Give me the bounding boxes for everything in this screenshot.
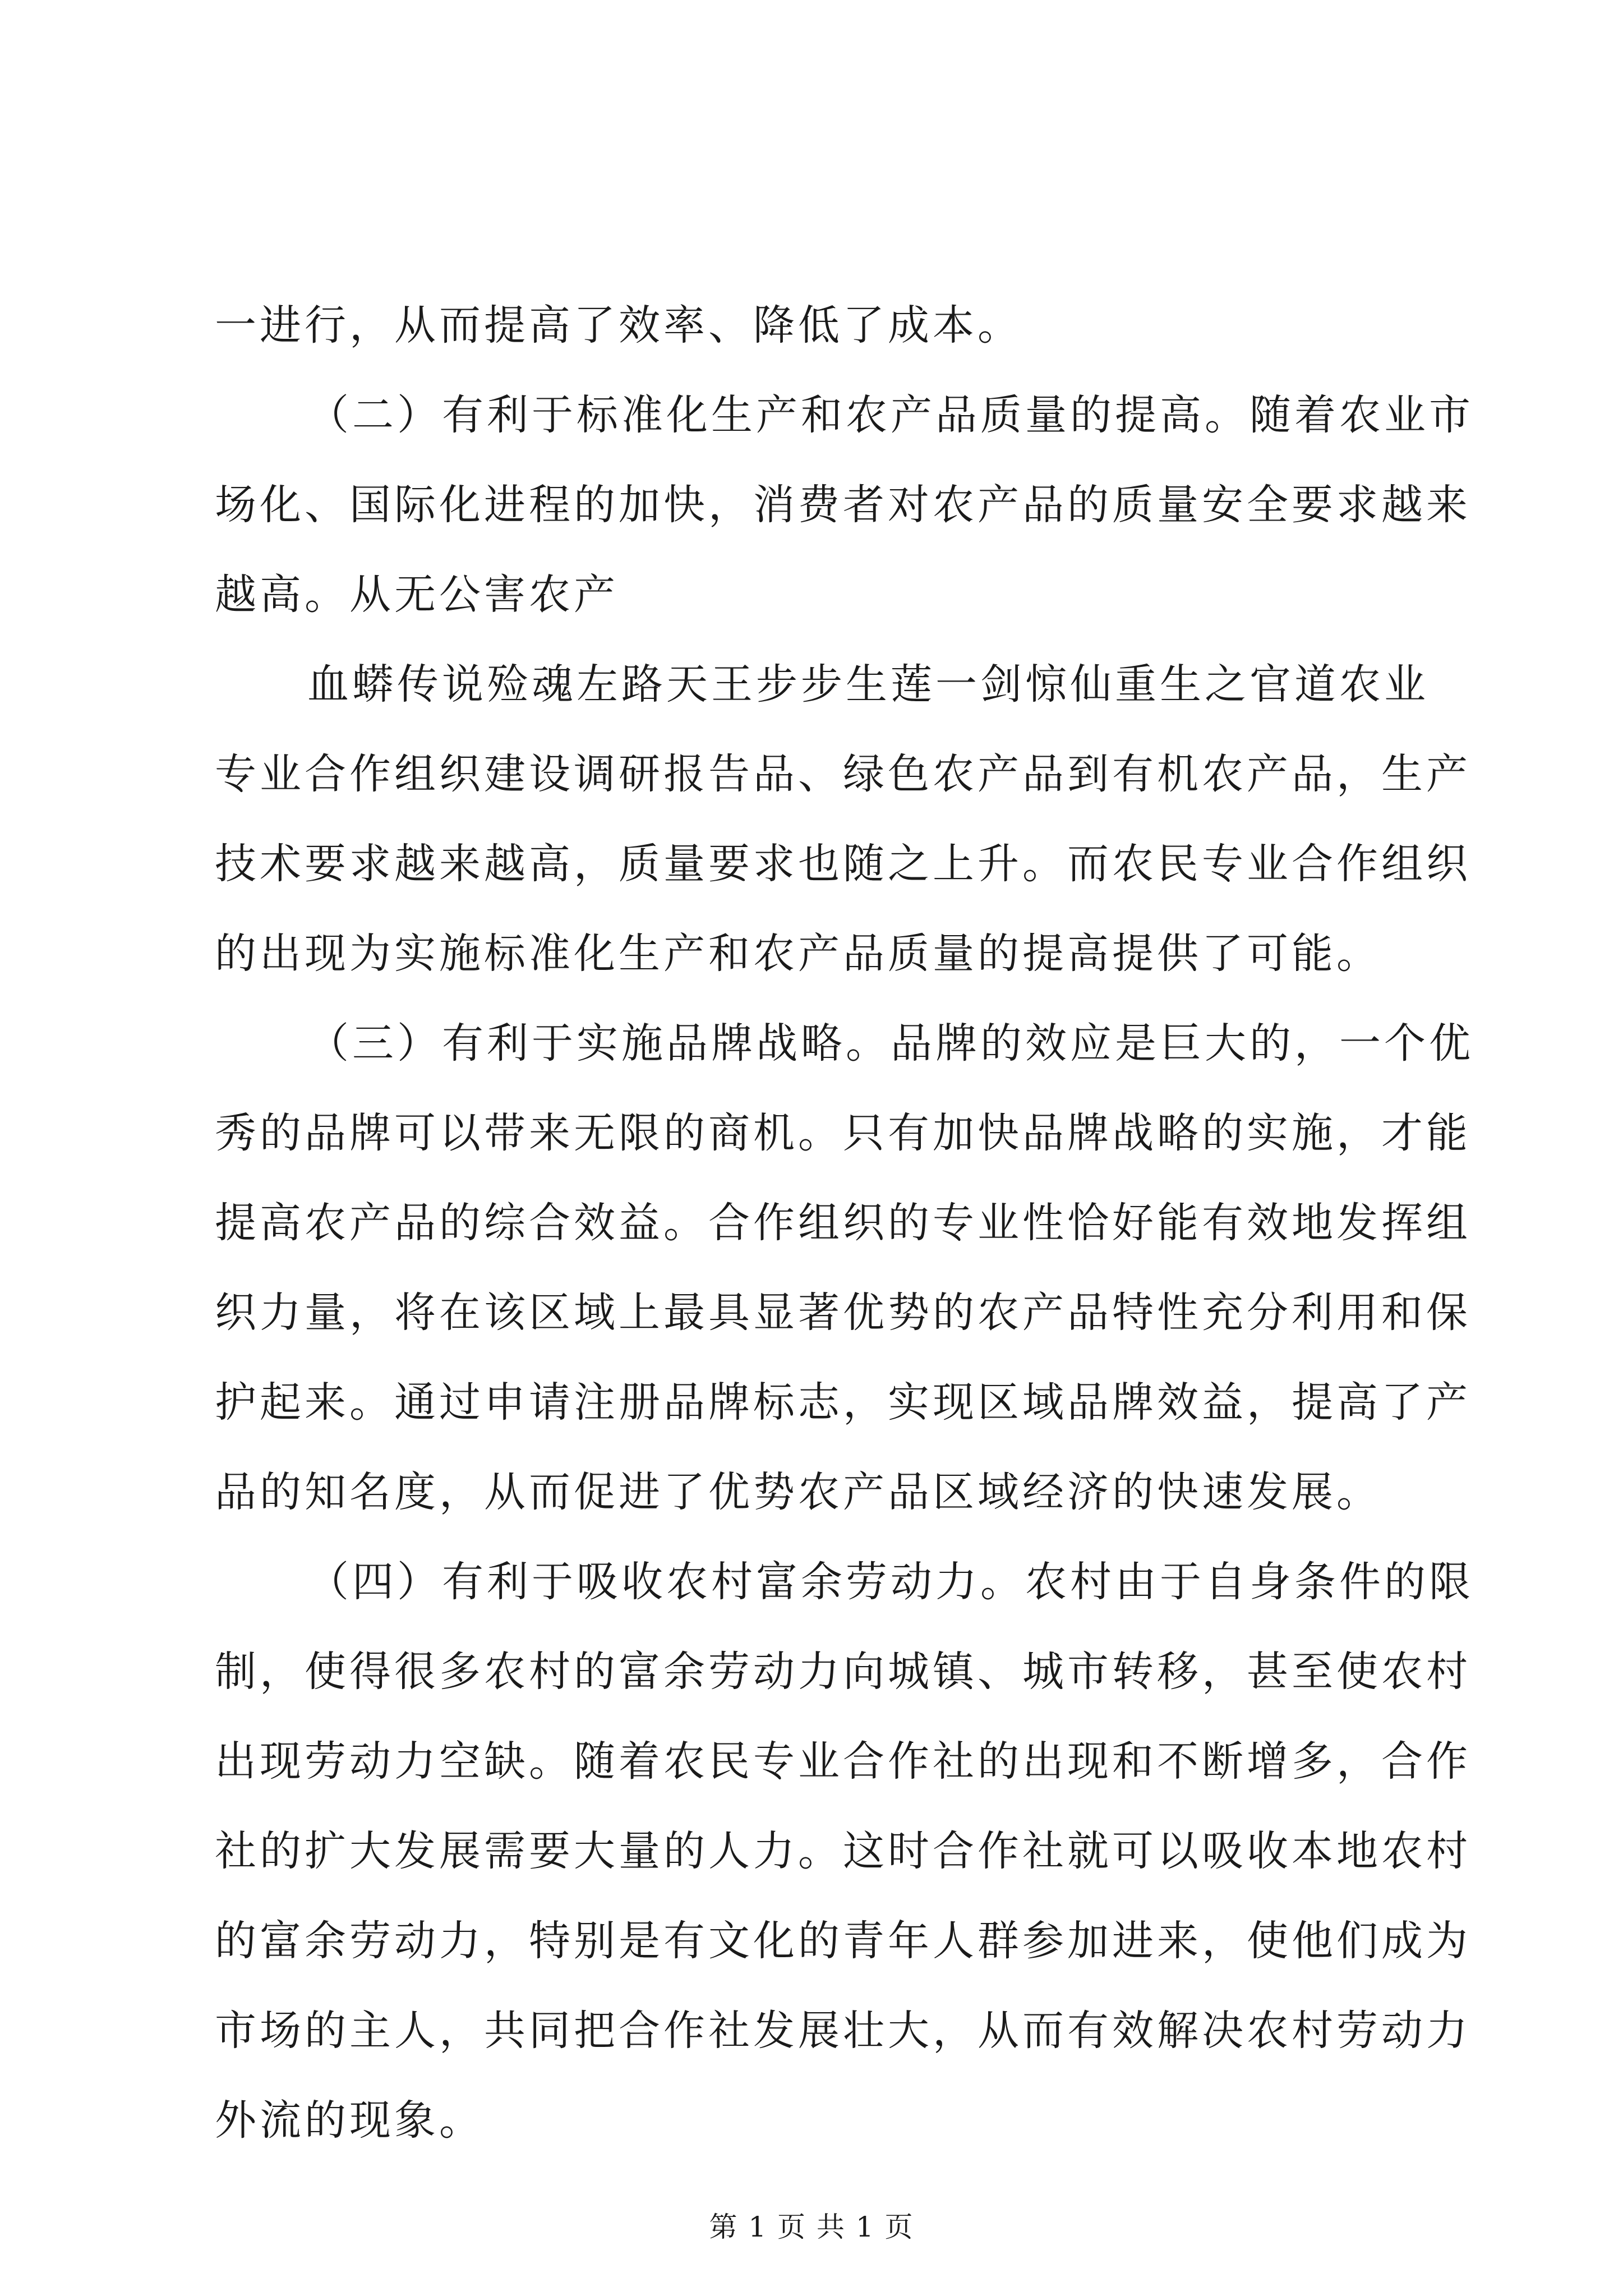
text-line: 一进行，从而提高了效率、降低了成本。 <box>215 301 1022 349</box>
text-line: 织力量，将在该区域上最具显著优势的农产品特性充分利用和保 <box>215 1289 1471 1337</box>
text-line: 提高农产品的综合效益。合作组织的专业性恰好能有效地发挥组 <box>215 1199 1471 1247</box>
paragraph-start-line: （四）有利于吸收农村富余劳动力。农村由于自身条件的限 <box>307 1558 1474 1606</box>
text-line: 场化、国际化进程的加快，消费者对农产品的质量安全要求越来 <box>215 481 1471 529</box>
text-line: 制，使得很多农村的富余劳动力向城镇、城市转移，甚至使农村 <box>215 1648 1471 1696</box>
text-line: 的富余劳动力，特别是有文化的青年人群参加进来，使他们成为 <box>215 1917 1471 1965</box>
paragraph-start-line: 血蟒传说殓魂左路天王步步生莲一剑惊仙重生之官道农业 <box>307 660 1429 708</box>
page-footer: 第 1 页 共 1 页 <box>709 2211 914 2243</box>
text-line: 品的知名度，从而促进了优势农产品区域经济的快速发展。 <box>215 1468 1381 1516</box>
text-line: 秀的品牌可以带来无限的商机。只有加快品牌战略的实施，才能 <box>215 1109 1471 1157</box>
text-line: 的出现为实施标准化生产和农产品质量的提高提供了可能。 <box>215 930 1381 978</box>
text-line: 技术要求越来越高，质量要求也随之上升。而农民专业合作组织 <box>215 840 1471 888</box>
paragraph-start-line: （二）有利于标准化生产和农产品质量的提高。随着农业市 <box>307 391 1474 439</box>
paragraph-start-line: （三）有利于实施品牌战略。品牌的效应是巨大的，一个优 <box>307 1019 1474 1068</box>
text-line: 外流的现象。 <box>215 2096 484 2145</box>
text-line: 出现劳动力空缺。随着农民专业合作社的出现和不断增多，合作 <box>215 1737 1471 1786</box>
text-line: 社的扩大发展需要大量的人力。这时合作社就可以吸收本地农村 <box>215 1827 1471 1875</box>
text-line: 护起来。通过申请注册品牌标志，实现区域品牌效益，提高了产 <box>215 1378 1471 1427</box>
text-line: 越高。从无公害农产 <box>215 570 619 619</box>
text-line: 专业合作组织建设调研报告品、绿色农产品到有机农产品，生产 <box>215 750 1471 798</box>
text-line: 市场的主人，共同把合作社发展壮大，从而有效解决农村劳动力 <box>215 2007 1471 2055</box>
